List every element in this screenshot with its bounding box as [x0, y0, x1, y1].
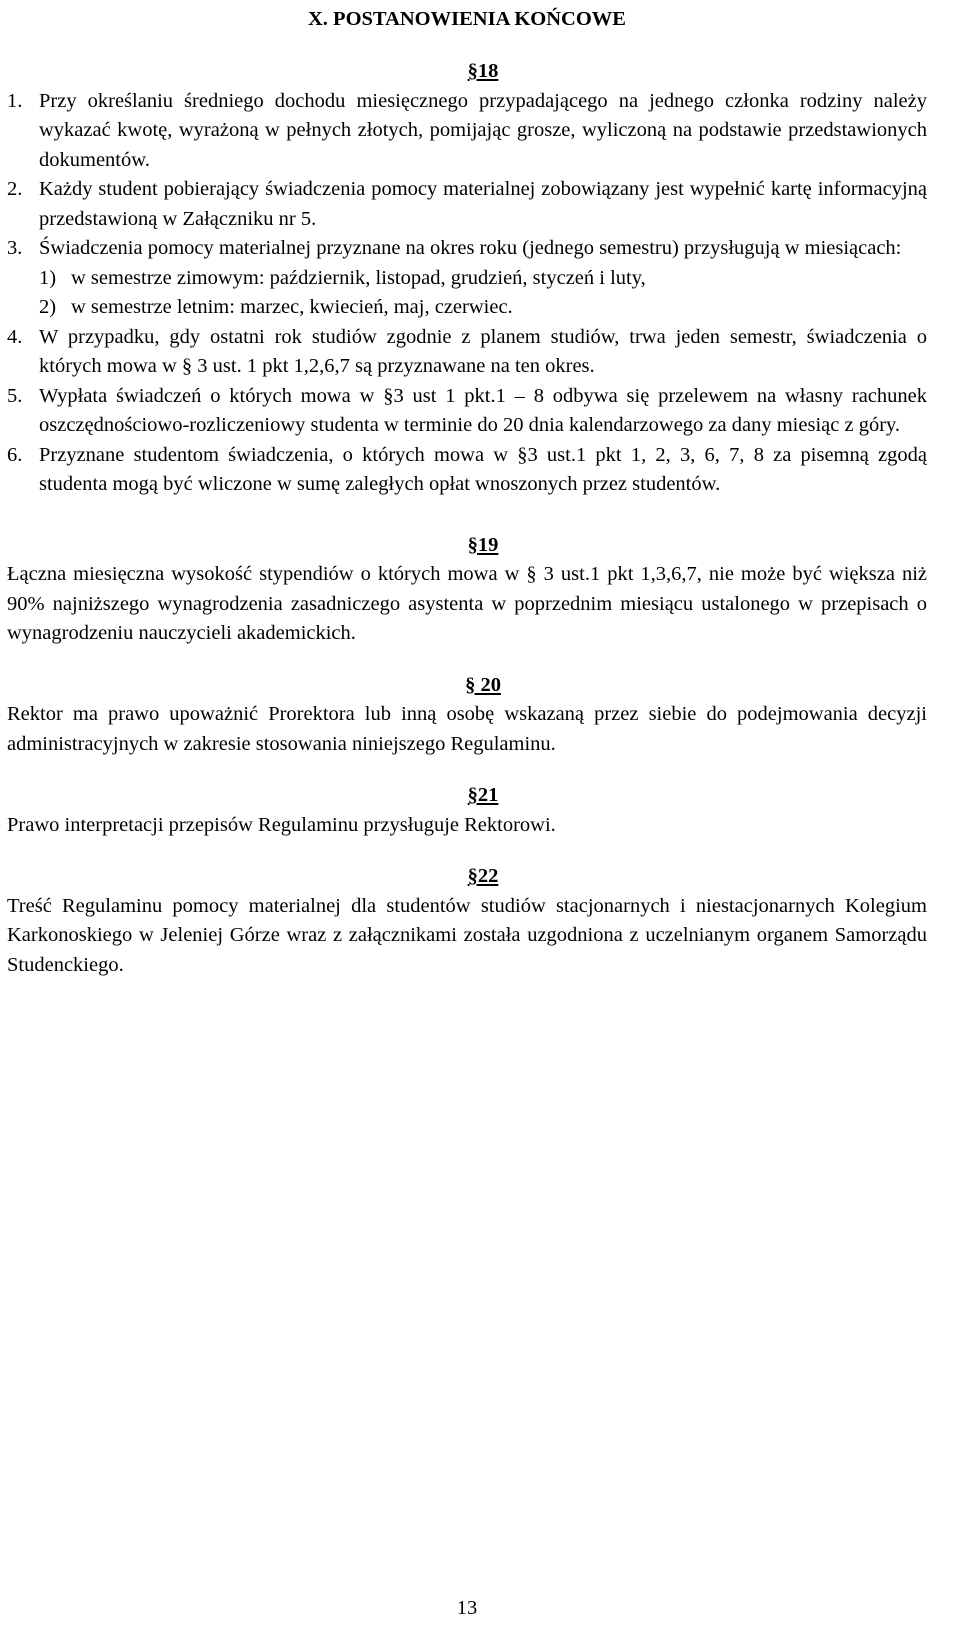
paragraph-20-text: Rektor ma prawo upoważnić Prorektora lub inną osobę wskazaną przez siebie do podejmowania decyzji administracyjnych w zakresie stosowania niniejszego Regulaminu. — [7, 703, 927, 755]
paragraph-18-item-3 — [7, 234, 927, 264]
item-number: 4. — [7, 325, 23, 348]
paragraph-18-subitem-1 — [7, 264, 927, 294]
paragraph-18-number: §18 — [467, 60, 499, 82]
item-text: Świadczenia pomocy materialnej przyznane na okres roku (jednego semestru) przysługują w miesiącach: — [39, 237, 902, 259]
paragraph-21-text: Prawo interpretacji przepisów Regulaminu przysługuje Rektorowi. — [7, 813, 556, 836]
item-number: 3. — [7, 237, 23, 259]
paragraph-18-item-5 — [7, 382, 927, 441]
paragraph-22-text: Treść Regulaminu pomocy materialnej dla studentów studiów stacjonarnych i niestacjonarnych Kolegium Karkonoskiego w Jeleniej Górze wraz z załącznikami została uzgodniona z uczelnianym organem Samorządu Studenckiego. — [7, 894, 927, 976]
subitem-number: 2) — [39, 296, 57, 318]
paragraph-20-number: § 20 — [465, 673, 501, 696]
item-text: Przy określaniu średniego dochodu miesięcznego przypadającego na jednego członka rodziny należy wykazać kwotę, wyrażoną w pełnych złotych, pomijając grosze, wyliczoną na podstawie przedstawionych dokumentów. — [39, 89, 927, 171]
document-page — [7, 0, 927, 980]
item-text: Każdy student pobierający świadczenia pomocy materialnej zobowiązany jest wypełnić kartę informacyjną przedstawioną w Załączniku nr 5. — [39, 178, 927, 230]
paragraph-18-item-6 — [7, 441, 927, 500]
chapter-title: X. POSTANOWIENIA KOŃCOWE — [308, 8, 626, 30]
item-text: Wypłata świadczeń o których mowa w §3 ust 1 pkt.1 – 8 odbywa się przelewem na własny rachunek oszczędnościowo-rozliczeniowy studenta w terminie do 20 dnia kalendarzowego za dany miesiąc z góry. — [39, 384, 927, 436]
paragraph-21-number: §21 — [467, 784, 499, 806]
item-number: 2. — [7, 178, 23, 200]
paragraph-19-number: §19 — [467, 533, 499, 556]
paragraph-18-item-2 — [7, 175, 927, 234]
item-text: Przyznane studentom świadczenia, o których mowa w §3 ust.1 pkt 1, 2, 3, 6, 7, 8 za pisemną zgodą studenta mogą być wliczone w sumę zaległych opłat wnoszonych przez studentów. — [39, 443, 927, 495]
item-number: 6. — [7, 443, 23, 466]
item-number: 5. — [7, 384, 23, 407]
subitem-number: 1) — [39, 266, 57, 289]
paragraph-18-subitem-2 — [7, 293, 927, 323]
page-number: 13 — [456, 1597, 478, 1619]
item-number: 1. — [7, 89, 23, 112]
paragraph-22-number: §22 — [467, 865, 499, 887]
paragraph-18-item-1 — [7, 87, 927, 176]
subitem-text: w semestrze letnim: marzec, kwiecień, maj, czerwiec. — [71, 296, 513, 318]
paragraph-18-item-4 — [7, 323, 927, 382]
subitem-text: w semestrze zimowym: październik, listopad, grudzień, styczeń i luty, — [71, 266, 646, 289]
item-text: W przypadku, gdy ostatni rok studiów zgodnie z planem studiów, trwa jeden semestr, świadczenia o których mowa w § 3 ust. 1 pkt 1,2,6,7 są przyznawane na ten okres. — [39, 325, 927, 377]
paragraph-19-text: Łączna miesięczna wysokość stypendiów o których mowa w § 3 ust.1 pkt 1,3,6,7, nie może być większa niż 90% najniższego wynagrodzenia zasadniczego asystenta w poprzednim miesiącu ustalonego w przepisach o wynagrodzeniu nauczycieli akademickich. — [7, 563, 927, 644]
